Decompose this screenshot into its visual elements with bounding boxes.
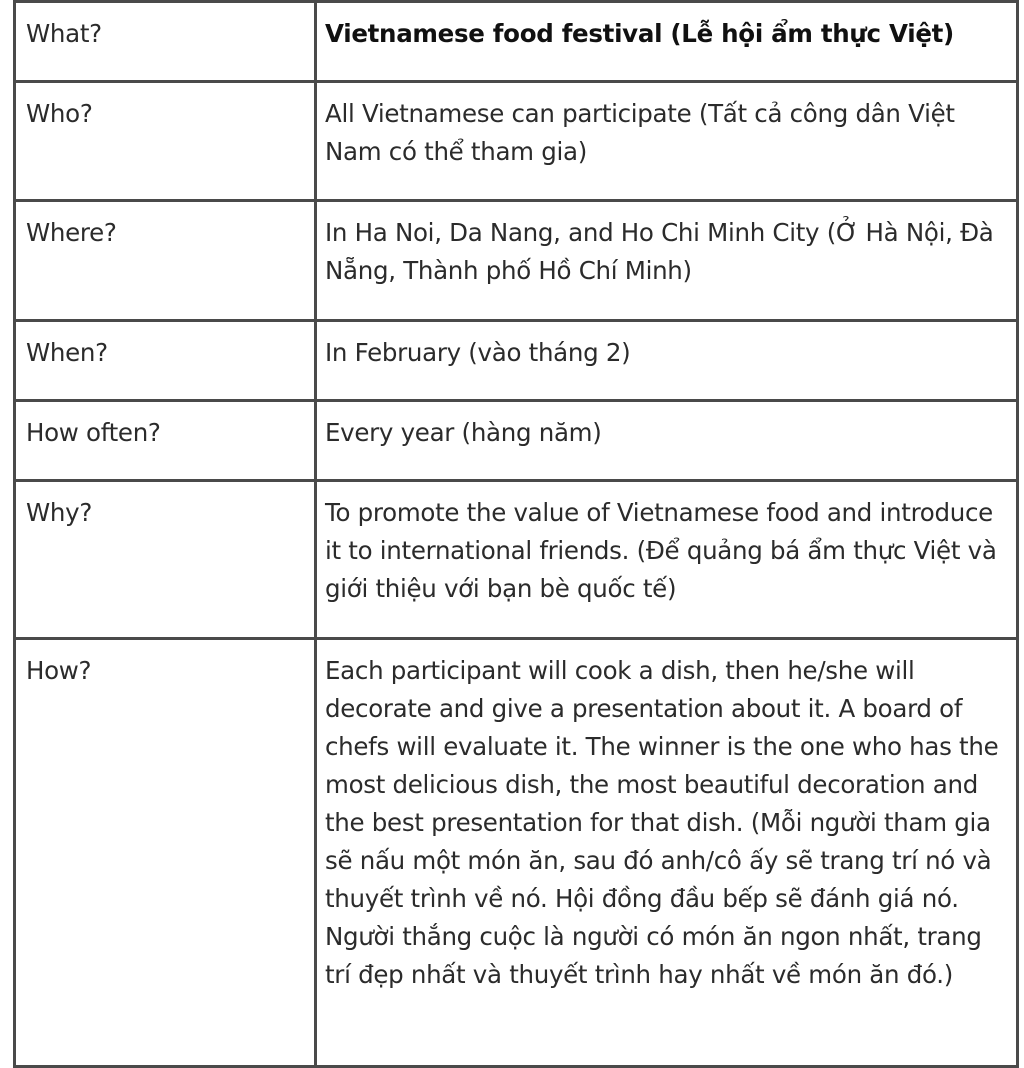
question-cell: Who? [15,82,316,201]
table-row [15,639,1018,1067]
answer-cell: Vietnamese food festival (Lễ hội ẩm thực Việt) [316,2,1018,82]
answer-cell: Every year (hàng năm) [316,401,1018,481]
answer-cell: In Ha Noi, Da Nang, and Ho Chi Minh City (Ở Hà Nội, Đà Nẵng, Thành phố Hồ Chí Minh) [316,201,1018,321]
table-row [15,321,1018,401]
festival-info-table [13,0,1019,1068]
question-cell: Where? [15,201,316,321]
answer-cell: To promote the value of Vietnamese food and introduce it to international friends. (Để quảng bá ẩm thực Việt và giới thiệu với bạn bè quốc tế) [316,481,1018,639]
table-row [15,2,1018,82]
answer-cell: All Vietnamese can participate (Tất cả công dân Việt Nam có thể tham gia) [316,82,1018,201]
answer-cell: In February (vào tháng 2) [316,321,1018,401]
question-cell: What? [15,2,316,82]
table-row [15,201,1018,321]
question-cell: When? [15,321,316,401]
table-row [15,82,1018,201]
question-cell: Why? [15,481,316,639]
question-cell: How? [15,639,316,1067]
table-row [15,401,1018,481]
table-row [15,481,1018,639]
question-cell: How often? [15,401,316,481]
answer-cell: Each participant will cook a dish, then he/she will decorate and give a presentation about it. A board of chefs will evaluate it. The winner is the one who has the most delicious dish, the most beautiful decoration and the best presentation for that dish. (Mỗi người tham gia sẽ nấu một món ăn, sau đó anh/cô ấy sẽ trang trí nó và thuyết trình về nó. Hội đồng đầu bếp sẽ đánh giá nó. Người thắng cuộc là người có món ăn ngon nhất, trang trí đẹp nhất và thuyết trình hay nhất về món ăn đó.) [316,639,1018,1067]
